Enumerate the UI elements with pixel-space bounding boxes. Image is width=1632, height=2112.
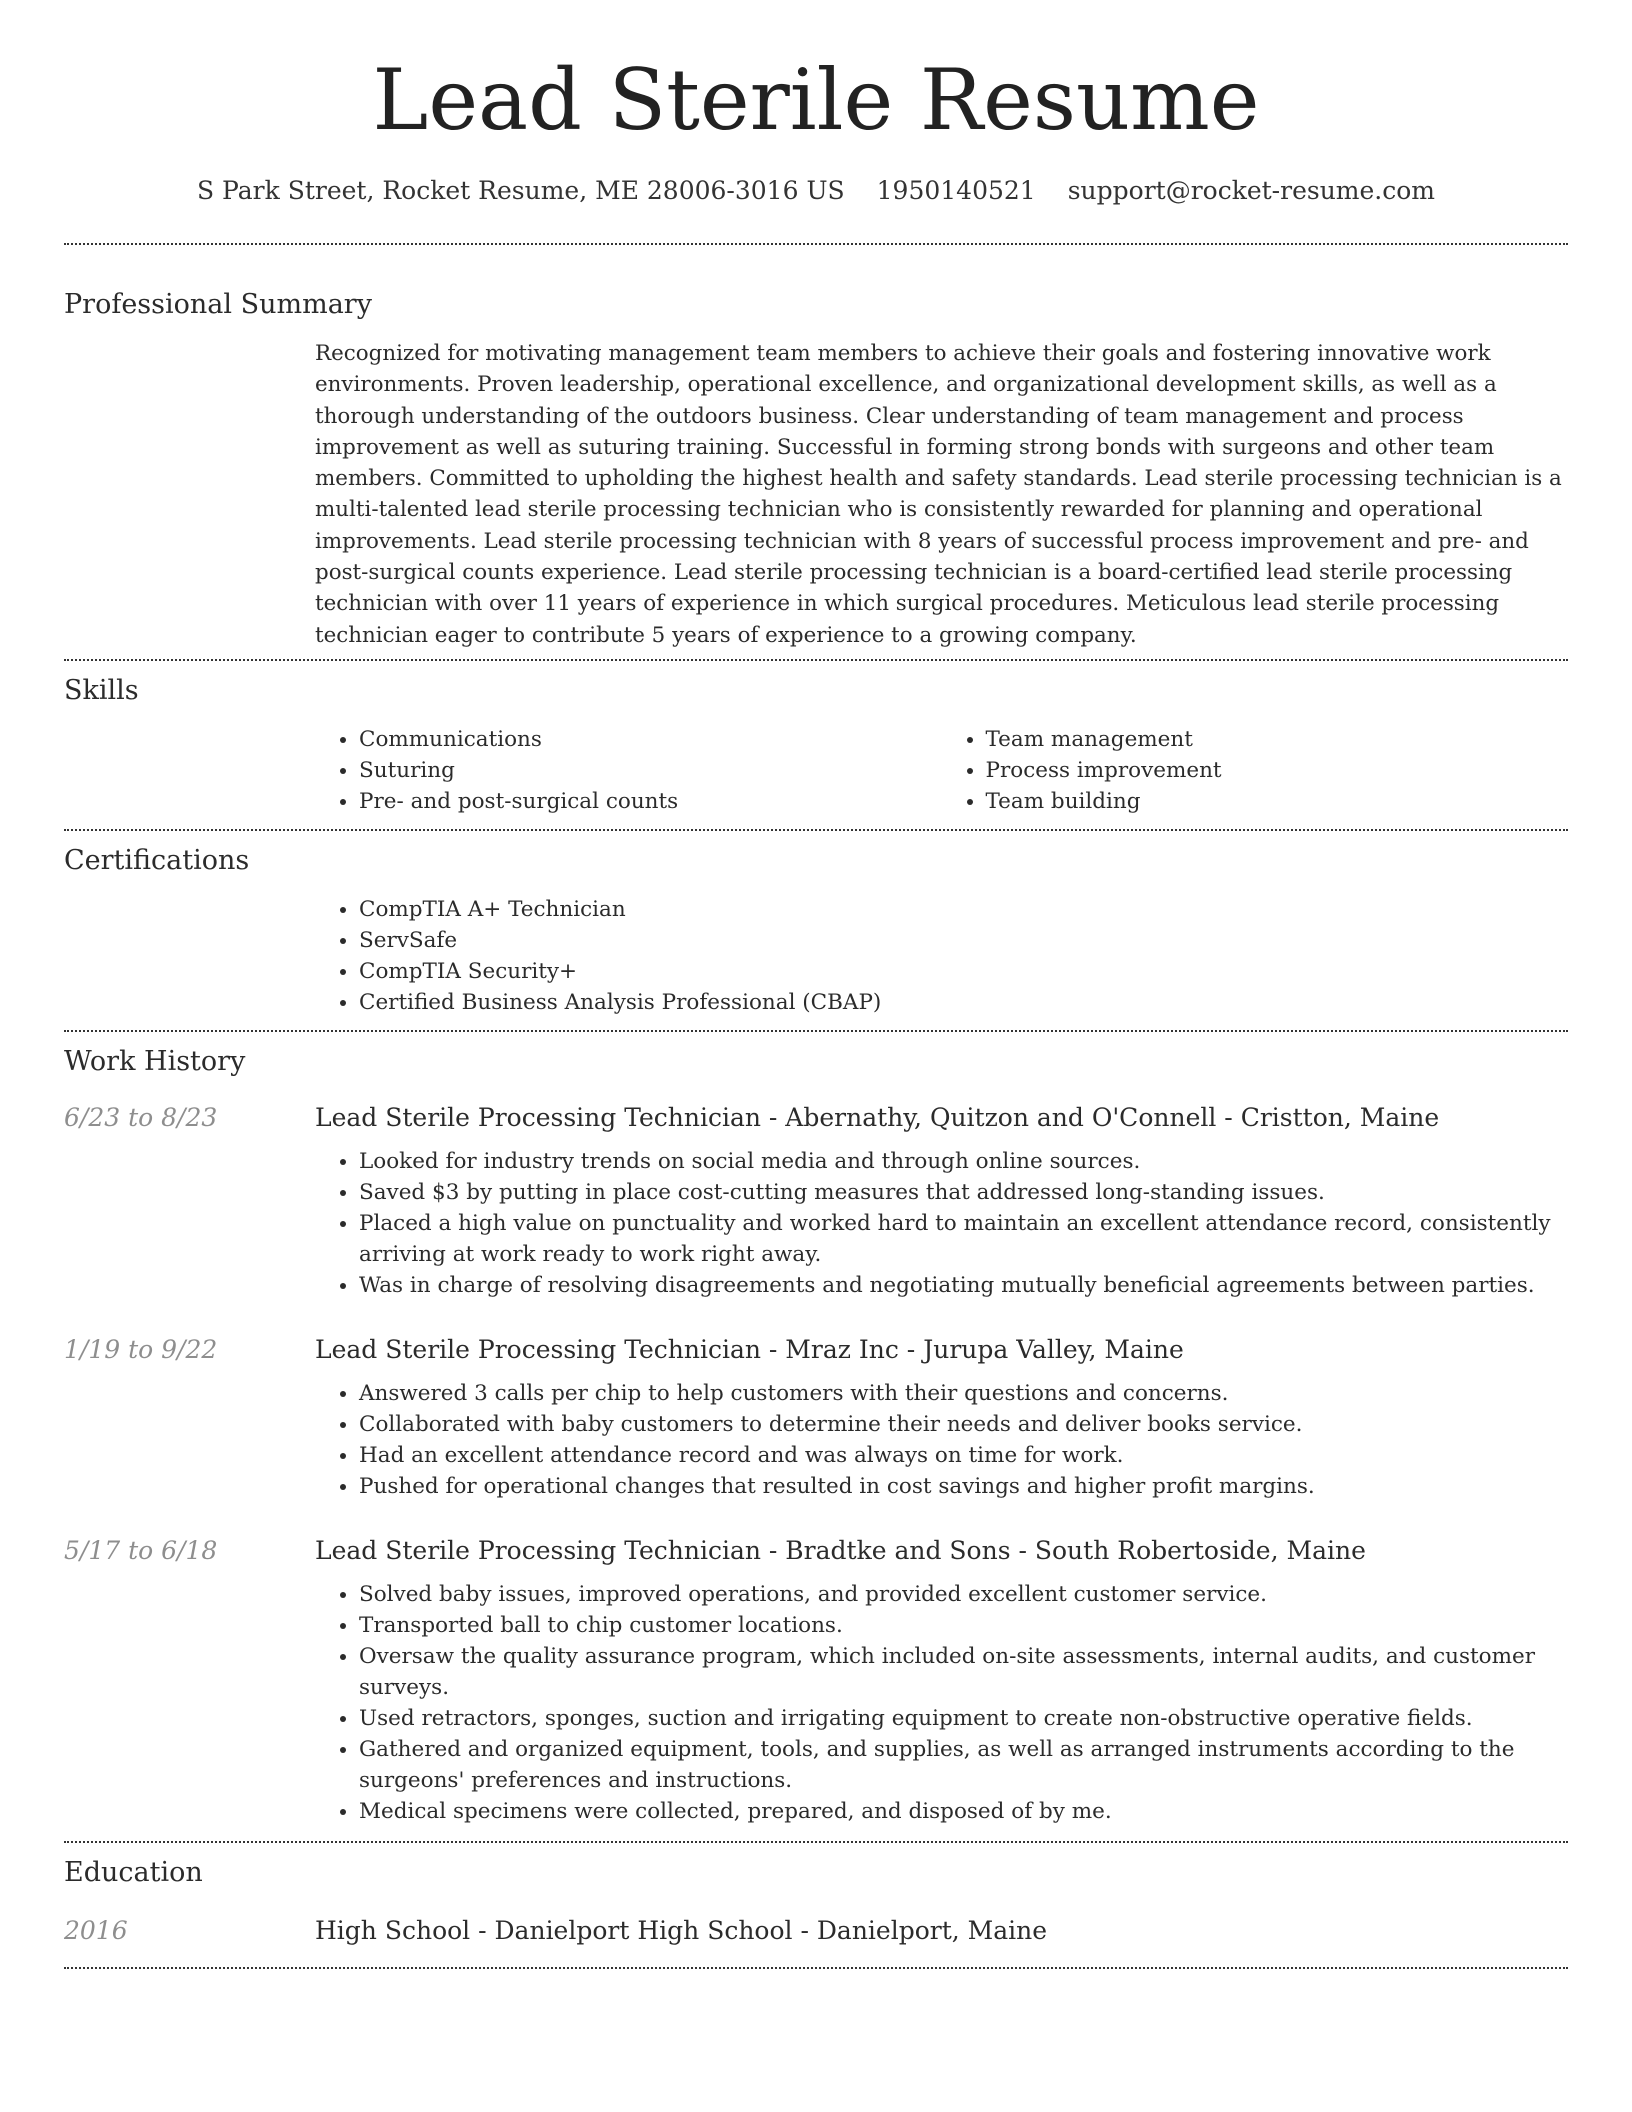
divider [64, 243, 1568, 245]
skill-item: • Suturing [359, 755, 942, 786]
education-section [64, 1856, 1568, 1945]
job-bullet: • Looked for industry trends on social media and through online sources. [359, 1146, 1568, 1177]
job-bullets [315, 1579, 1568, 1827]
skills-section [64, 674, 1568, 817]
divider [64, 659, 1568, 661]
skill-item: • Team building [986, 786, 1569, 817]
contact-email: support@rocket-resume.com [1067, 176, 1436, 205]
job-bullet: • Answered 3 calls per chip to help customers with their questions and concerns. [359, 1378, 1568, 1409]
divider [64, 829, 1568, 831]
section-heading-summary: Professional Summary [64, 289, 372, 320]
section-heading-skills: Skills [64, 674, 139, 706]
job-bullet: • Transported ball to chip customer locations. [359, 1610, 1568, 1641]
contact-info [64, 178, 1568, 203]
job-header [64, 1536, 1568, 1565]
job-entry [64, 1103, 1568, 1301]
section-heading-education: Education [64, 1856, 203, 1888]
job-bullet: • Pushed for operational changes that resulted in cost savings and higher profit margins. [359, 1471, 1568, 1502]
job-dates: 5/17 to 6/18 [64, 1535, 218, 1565]
professional-summary-section [64, 291, 1568, 651]
job-bullet: • Placed a high value on punctuality and worked hard to maintain an excellent attendance record, consistently arriving at work ready to work right away. [359, 1208, 1568, 1270]
job-bullet: • Medical specimens were collected, prepared, and disposed of by me. [359, 1796, 1568, 1827]
job-bullets [315, 1146, 1568, 1301]
certification-item: • Certified Business Analysis Professional (CBAP) [359, 987, 1568, 1018]
certification-item: • ServSafe [359, 925, 1568, 956]
job-bullet: • Solved baby issues, improved operations, and provided excellent customer service. [359, 1579, 1568, 1610]
skills-column-right [942, 724, 1569, 817]
resume-title: Lead Sterile Resume [372, 51, 1260, 149]
job-bullet: • Saved $3 by putting in place cost-cutting measures that addressed long-standing issues. [359, 1177, 1568, 1208]
skill-item: • Communications [359, 724, 942, 755]
job-bullets [315, 1378, 1568, 1502]
job-bullet: • Oversaw the quality assurance program, which included on-site assessments, internal audits, and customer surveys. [359, 1641, 1568, 1703]
job-bullet: • Had an excellent attendance record and was always on time for work. [359, 1440, 1568, 1471]
job-bullet: • Used retractors, sponges, suction and irrigating equipment to create non-obstructive operative fields. [359, 1703, 1568, 1734]
section-heading-certifications: Certifications [64, 844, 250, 876]
job-entry [64, 1536, 1568, 1827]
education-entry [64, 1916, 1568, 1945]
job-entry [64, 1335, 1568, 1502]
skills-list [315, 724, 1568, 817]
divider [64, 1841, 1568, 1843]
job-dates: 1/19 to 9/22 [64, 1334, 218, 1364]
skill-item: • Team management [986, 724, 1569, 755]
job-title: Lead Sterile Processing Technician - Mraz Inc - Jurupa Valley, Maine [315, 1334, 1184, 1364]
contact-phone: 1950140521 [876, 176, 1036, 205]
education-details: High School - Danielport High School - Danielport, Maine [315, 1915, 1048, 1945]
job-header [64, 1335, 1568, 1364]
contact-address: S Park Street, Rocket Resume, ME 28006-3016 US [196, 176, 845, 205]
section-heading-work-history: Work History [64, 1045, 246, 1077]
certification-item: • CompTIA A+ Technician [359, 894, 1568, 925]
education-year: 2016 [64, 1915, 128, 1945]
job-dates: 6/23 to 8/23 [64, 1102, 218, 1132]
work-history-section [64, 1045, 1568, 1827]
job-title: Lead Sterile Processing Technician - Bradtke and Sons - South Robertoside, Maine [315, 1535, 1366, 1565]
skills-column-left [315, 724, 942, 817]
skill-item: • Pre- and post-surgical counts [359, 786, 942, 817]
skill-item: • Process improvement [986, 755, 1569, 786]
job-title: Lead Sterile Processing Technician - Abernathy, Quitzon and O'Connell - Cristton, Maine [315, 1102, 1440, 1132]
job-bullet: • Collaborated with baby customers to determine their needs and deliver books service. [359, 1409, 1568, 1440]
job-bullet: • Gathered and organized equipment, tools, and supplies, as well as arranged instruments according to the surgeons' preferences and instructions. [359, 1734, 1568, 1796]
divider [64, 1030, 1568, 1032]
summary-text: Recognized for motivating management team members to achieve their goals and fostering innovative work environments. Proven leadership, operational excellence, and organizational development skills, as well as a thorough understanding of the outdoors business. Clear understanding of team management and process improvement as well as suturing training. Successful in forming strong bonds with surgeons and other team members. Committed to upholding the highest health and safety standards. Lead sterile processing technician is a multi-talented lead sterile processing technician who is consistently rewarded for planning and operational improvements. Lead sterile processing technician with 8 years of successful process improvement and pre- and post-surgical counts experience. Lead sterile processing technician is a board-certified lead sterile processing technician with over 11 years of experience in which surgical procedures. Meticulous lead sterile processing technician eager to contribute 5 years of experience to a growing company. [315, 341, 1562, 648]
job-header [64, 1103, 1568, 1132]
certifications-list [315, 894, 1568, 1018]
certifications-section [64, 844, 1568, 1018]
certification-item: • CompTIA Security+ [359, 956, 1568, 987]
divider [64, 1967, 1568, 1969]
job-bullet: • Was in charge of resolving disagreements and negotiating mutually beneficial agreements between parties. [359, 1270, 1568, 1301]
